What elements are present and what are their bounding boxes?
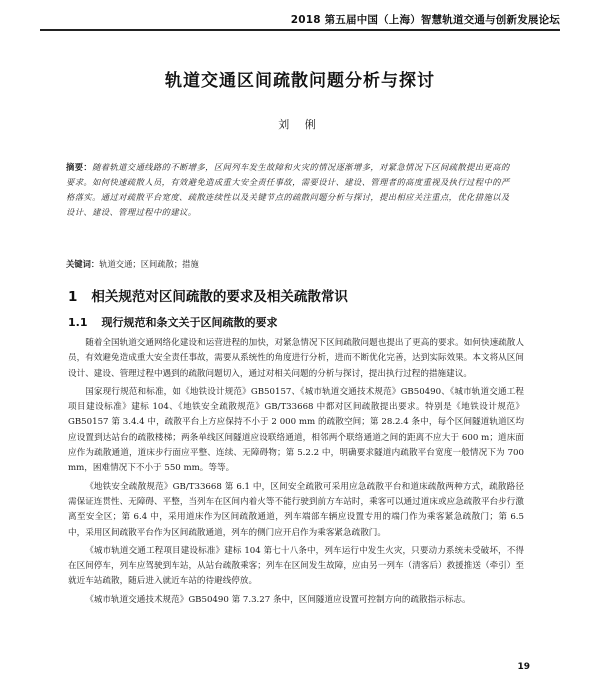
section-1-number: 1 (68, 289, 78, 305)
paragraph: 《城市轨道交通技术规范》GB50490 第 7.3.27 条中，区间隧道应设置可控制方向的疏散指示标志。 (85, 594, 471, 605)
section-1-1-heading (68, 314, 278, 330)
abstract (66, 160, 512, 220)
paragraph: 《地铁安全疏散规范》GB/T33668 第 6.1 中，区间安全疏散可采用应急疏散平台和道床疏散两种方式，疏散路径需保证连贯性、无障碍、平整，当列车在区间内着火等不能行驶到前方车站时，乘客可以通过道床或应急疏散平台步行激离至安全区；第 6.4 中，采用道床作为区间疏散通道，列车端部车辆应设置专用的端门作为乘客紧急疏散门；第 6.5 中，采用区间疏散平台作为区间疏散通道，列车的侧门应开启作为乘客紧急疏散门。 (68, 481, 524, 538)
running-head: 2018 第五届中国（上海）智慧轨道交通与创新发展论坛 (290, 14, 560, 26)
abstract-label: 摘要： (66, 162, 93, 172)
body-text (68, 336, 524, 611)
page-number: 19 (517, 662, 530, 672)
keywords-text: 轨道交通；区间疏散；措施 (99, 259, 199, 269)
paragraph: 随着全国轨道交通网络化建设和运营进程的加快，对紧急情况下区间疏散问题也提出了更高的要求。如何快速疏散人员，有效避免造成重大安全责任事故，需要从系统性的角度进行分析，进而不断优化完善，达到实际效果。本文将从区间设计、建设、管理过程中遇到的疏散问题切入，通过对相关问题的分析与探讨，提出执行过程的措施建议。 (68, 338, 524, 379)
section-1-heading (68, 285, 348, 305)
section-1-1-number: 1.1 (68, 316, 88, 329)
paragraph: 国家现行规范和标准，如《地铁设计规范》GB50157、《城市轨道交通技术规范》GB50490、《城市轨道交通工程项目建设标准》建标 104、《地铁安全疏散规范》GB/T33668 中都对区间疏散提出要求。特别是《地铁设计规范》GB50157 第 3.4.4 中，疏散平台上方应保持不小于 2 000 mm 的疏散空间；第 28.2.4 条中，每个区间隧道轨道区均应设置到达站台的疏散楼梯；两条单线区间隧道应设联络通道，相邻两个联络通道之间的距离不应大于 600 m；道床面应作为疏散通道，道床步行面应平整、连续、无障碍物；第 5.2.2 中，明确要求隧道内疏散平台宽度一般情况下为 700 mm，困难情况下不小于 550 mm。等等。 (68, 386, 524, 474)
keywords (66, 258, 512, 270)
keywords-label: 关键词： (66, 259, 100, 269)
paper-title: 轨道交通区间疏散问题分析与探讨 (165, 71, 435, 91)
paragraph: 《城市轨道交通工程项目建设标准》建标 104 第七十八条中，列车运行中发生火灾，只要动力系统未受破坏，不得在区间停车，列车应驾驶到车站，从站台疏散乘客；列车在区间发生故障，应由另一列车（清客后）救援推送（牵引）至就近车站疏散，随后进入就近车站的待避线停放。 (68, 545, 524, 587)
section-1-title: 相关规范对区间疏散的要求及相关疏散常识 (91, 289, 348, 305)
section-1-1-title: 现行规范和条文关于区间疏散的要求 (101, 316, 278, 329)
header-rule (40, 29, 560, 31)
abstract-text: 随着轨道交通线路的不断增多，区间列车发生故障和火灾的情况逐渐增多，对紧急情况下区间疏散提出更高的要求。如何快速疏散人员，有效避免造成重大安全责任事故，需要设计、建设、管理者的高度重视及执行过程中的严格落实。通过对疏散平台宽度、疏散连续性以及关键节点的疏散问题分析与探讨，提出相应关注重点，优化措施以及设计、建设、管理过程中的建议。 (66, 162, 510, 217)
author: 刘 俐 (278, 118, 322, 131)
